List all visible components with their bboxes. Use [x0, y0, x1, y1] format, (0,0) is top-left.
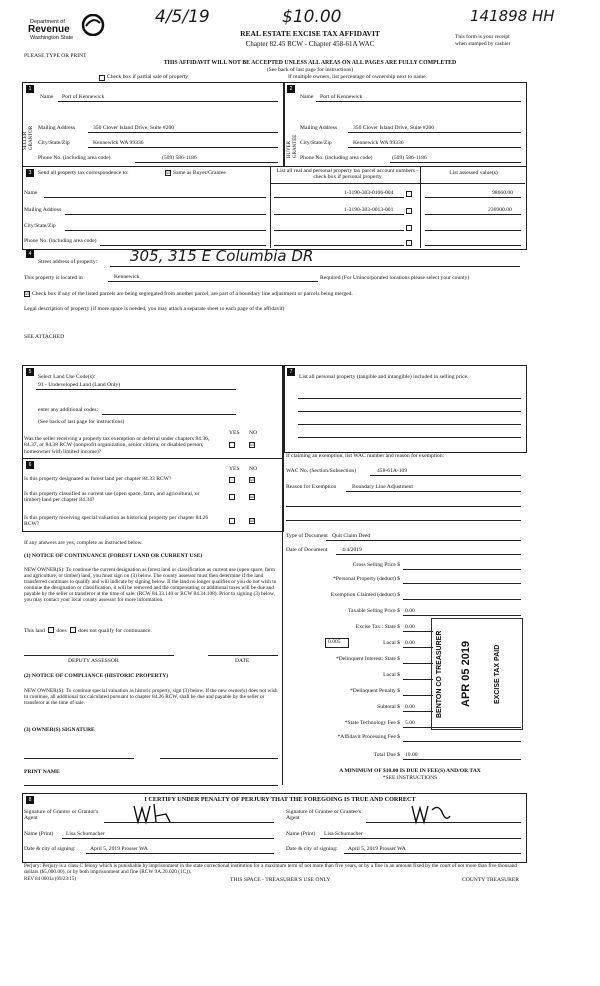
section-1-number: 1 [26, 85, 34, 93]
does-not-checkbox[interactable] [70, 627, 76, 633]
parcel-4-checkbox[interactable] [406, 240, 412, 246]
local-label: Local $ [383, 640, 400, 646]
section-7-number: 7 [287, 368, 295, 376]
partial-sale-checkbox[interactable] [99, 75, 105, 81]
buyer-phone-label: Phone No. (including area code) [300, 155, 373, 161]
s5-see-back: (See back of last page for instructions) [38, 419, 125, 425]
processing-fee-label: *Affidavit Processing Fee $ [337, 734, 400, 740]
form-chapter: Chapter 82.45 RCW - Chapter 458-61A WAC [245, 40, 375, 48]
q3-yes-checkbox[interactable] [229, 518, 235, 524]
q1-yes-checkbox[interactable] [229, 477, 235, 483]
print-name-label: PRINT NAME [24, 769, 60, 775]
grantor-date-city: April 5, 2019 Prosser WA [90, 846, 148, 852]
personal-property-label: List all personal property (tangible and intangible) included in selling price. [299, 374, 469, 380]
please-type: PLEASE TYPE OR PRINT [24, 53, 87, 59]
required-label: Required (For Unincorporated locations please select your county) [320, 275, 470, 281]
section-4-number: 4 [26, 250, 34, 258]
buyer-phone: (509) 586-1186 [392, 155, 427, 161]
notice-continuance-text: NEW OWNER(S): To continue the current designation as forest land or classification as current use (open space, farm and agriculture, or timber) land, you must sign on (3) below. The county assessor must then determine if the land transferred continues to qualify and will indicate by signing below. If the land no longer qualifies or you do not wish to continue the designation or classification, it will be removed and the compensating or additional taxes will be due and payable by the seller or transferor at the time of sale. (RCW 84.33.140 or RCW 84.34.108). Prior to signing (3) below, you may contact your local county assessor for more information. [24, 567, 277, 604]
current-use-question: Is this property classified as current use (open space, farm, and agricultural, or timber) land per chapter 84.34? [24, 491, 200, 504]
county-treasurer: COUNTY TREASURER [462, 877, 520, 883]
doc-type-label: Type of Document [286, 533, 328, 539]
does-checkbox[interactable] [48, 627, 54, 633]
legal-description: Legal description of property (if more space is needed, you may attach a separate sheet to each page of the affidavit) [24, 306, 285, 312]
section-5-number: 5 [26, 368, 34, 376]
seller-city-label: City/State/Zip [38, 140, 70, 146]
land-use-value: 91 - Undeveloped Land (Land Only) [38, 382, 121, 388]
located-label: This property is located in [24, 275, 83, 281]
certify-statement: I CERTIFY UNDER PENALTY OF PERJURY THAT THE FOREGOING IS TRUE AND CORRECT [144, 796, 416, 803]
land-use-label: Select Land Use Code(s): [38, 374, 96, 380]
does-not-label: does not [78, 628, 97, 634]
seller-name: Port of Kennewick [62, 94, 105, 100]
grantee-date-label: Date & city of signing: [286, 846, 338, 852]
handwritten-receipt: 141898 HH [470, 7, 555, 25]
q1-no-checkbox[interactable]: ☑ [250, 477, 255, 482]
seller-grantor-label: SELLER GRANTOR [23, 125, 34, 150]
excise-state-label: Excise Tax : State $ [355, 624, 400, 630]
dept-line1: Department of [30, 19, 65, 25]
grantor-date-label: Date & city of signing: [24, 846, 76, 852]
local-value: 0.00 [405, 640, 415, 646]
sig-grantor-label: Signature of Grantor or Grantor's Agent [24, 809, 99, 822]
send-correspondence: Send all property tax correspondence to: [38, 170, 129, 176]
seller-phone: (509) 586-1186 [162, 155, 197, 161]
receipt-note-2: when stamped by cashier [455, 41, 511, 47]
parcel-1-value: 98660.00 [492, 190, 513, 196]
doc-date-value: 4/4/2019 [342, 547, 362, 553]
section-2-number: 2 [287, 85, 295, 93]
receipt-note-1: This form is your receipt [455, 34, 510, 40]
any-yes-note: If any answers are yes, complete as instructed below. [24, 540, 143, 546]
see-back: (See back of last page for instructions) [266, 67, 354, 73]
parcel-2-value: 236900.00 [488, 207, 512, 213]
q2-no-checkbox[interactable]: ☑ [250, 494, 255, 499]
dept-line3: Washington State [30, 35, 74, 41]
taxable-value: 0.00 [405, 608, 415, 614]
buyer-city-label: City/State/Zip [300, 140, 332, 146]
owner-signature-label: (3) OWNER(S) SIGNATURE [24, 727, 95, 733]
see-attached: SEE ATTACHED [24, 334, 65, 340]
parcel-1-number: 1-3190-303-0106-004 [344, 190, 394, 196]
notice-compliance-title: (2) NOTICE OF COMPLIANCE (HISTORIC PROPERTY) [24, 673, 169, 679]
partial-sale-label: Check box if partial sale of property [107, 74, 189, 80]
street-label: Street address of property: [38, 259, 98, 265]
dept-line2: Revenue [28, 24, 70, 35]
treasurer-only: THIS SPACE - TREASURER'S USE ONLY [230, 877, 331, 883]
buyer-name-label: Name [300, 94, 314, 100]
does-label: does [56, 628, 67, 634]
excise-state-value: 0.00 [405, 624, 415, 630]
grantee-date-city: April 5, 2019 Prosser WA [348, 846, 406, 852]
subtotal-label: Subtotal $ [377, 704, 400, 710]
multiple-owners: If multiple owners, list percentage of ownership next to name. [288, 74, 428, 80]
delinquent-interest-label: *Delinquent Interest: State $ [335, 656, 400, 662]
total-due-label: Total Due $ [373, 752, 400, 758]
qualify-label: qualify for continuance. [98, 628, 152, 634]
segregated-label: Check box if any of the listed parcels are being segregated from another parcel, are part of a boundary line adjustment or parcels being merged. [32, 291, 353, 297]
stamp-date: APR 05 2019 [460, 640, 472, 708]
see-instructions: *SEE INSTRUCTIONS [382, 775, 438, 781]
buyer-addr-label: Mailing Address [300, 125, 338, 131]
historic-question: Is this property receiving special valuation as historical property per chapter 84.26 RCW? [24, 515, 209, 528]
parcel-2-checkbox[interactable] [406, 208, 412, 214]
buyer-name: Port of Kennewick [320, 94, 363, 100]
seller-addr: 350 Clover Island Drive, Suite #200 [93, 125, 175, 131]
exemption-deduct-label: Exemption Claimed (deduct) $ [330, 592, 400, 598]
grantee-name: Lisa Schumacher [324, 831, 363, 837]
minimum-due-note: A MINIMUM OF $10.00 IS DUE IN FEE(S) AND/OR TAX [339, 768, 481, 774]
seller-name-label: Name [40, 94, 54, 100]
q2-yes-checkbox[interactable] [229, 494, 235, 500]
buyer-addr: 350 Clover Island Drive, Suite #200 [353, 125, 435, 131]
s5-yes: YES [229, 430, 240, 436]
doc-date-label: Date of Document [286, 547, 328, 553]
s3-mailing-label: Mailing Address [24, 207, 62, 213]
local-rate: 0.005 [328, 639, 341, 645]
stamp-treasurer: BENTON CO TREASURER [436, 630, 443, 718]
s5-no-checkbox[interactable]: ☑ [250, 442, 255, 447]
buyer-grantee-label: BUYER GRANTEE [287, 134, 298, 158]
s6-yes: YES [229, 466, 240, 472]
grantee-name-label: Name (Print) [286, 831, 316, 837]
seller-phone-label: Phone No. (including area code) [38, 155, 111, 161]
tech-fee-value: 5.00 [405, 720, 415, 726]
revision: REV 84 0001a (09/23/15) [24, 877, 76, 882]
parcel-1-checkbox[interactable] [406, 191, 412, 197]
seller-addr-label: Mailing Address [38, 125, 76, 131]
delinquent-local-label: Local $ [383, 672, 400, 678]
s3-name-label: Name [24, 190, 38, 196]
form-title: REAL ESTATE EXCISE TAX AFFIDAVIT [240, 29, 380, 38]
section-6-number: 6 [26, 461, 34, 469]
section-8-number: 8 [26, 796, 34, 804]
deputy-date: DATE [235, 658, 250, 664]
perjury-note: Perjury: Perjury is a class C felony which is punishable by imprisonment in the state correctional institution for a maximum term of not more than five years, or by a fine in an amount fixed by the court of not more than five thousand dollars ($5,000.00), or by both imprisonment and fine (RCW 9A.20.020 (1C)). [24, 863, 518, 876]
parcel-header: List all real and personal property tax parcel account numbers - check box if personal property [276, 168, 419, 181]
q3-no-checkbox[interactable]: ☑ [250, 518, 255, 523]
same-as-buyer-checkbox[interactable]: ☑ [166, 170, 171, 175]
segregated-checkbox[interactable]: ☑ [25, 291, 30, 296]
tech-fee-label: *State Technology Fee $ [344, 720, 400, 726]
s3-phone-label: Phone No. (including area code) [24, 238, 97, 244]
s5-no: NO [249, 430, 258, 436]
total-due-value: 10.00 [405, 752, 418, 758]
grantor-name: Lisa Schumacher [66, 831, 105, 837]
doc-type-value: Quit Claim Deed [332, 533, 371, 539]
dor-logo-icon [80, 14, 106, 36]
s5-yes-checkbox[interactable] [229, 442, 235, 448]
s3-city-label: City/State/Zip [24, 223, 56, 229]
seller-city: Kennewick WA 99336 [93, 140, 144, 146]
grantor-name-label: Name (Print) [24, 831, 54, 837]
claiming-exemption: If claiming an exemption, list WAC number and reason for exemption: [286, 453, 445, 459]
wac-value: 458-61A-109 [377, 468, 408, 474]
this-land: This land [24, 628, 45, 634]
sig-grantee-label: Signature of Grantee or Grantee's Agent [286, 809, 361, 822]
treasurer-stamp [431, 618, 523, 730]
delinquent-penalty-label: *Delinquent Penalty $ [349, 688, 400, 694]
s6-no: NO [249, 466, 258, 472]
forest-question: Is this property designated as forest land per chapter 84.33 RCW? [24, 476, 172, 482]
additional-codes: enter any additional codes: [38, 407, 99, 413]
handwritten-date: 4/5/19 [155, 7, 210, 27]
reason-value: Boundary Line Adjustment [352, 484, 413, 490]
street-address: 305, 315 E Columbia DR [130, 247, 314, 265]
subtotal-value: 0.00 [405, 704, 415, 710]
exemption-question: Was the seller receiving a property tax exemption or deferral under chapters 84.36, 84.37, or 84.38 RCW (nonprofit organization, senior citizen, or disabled person, homeowner with limited income)? [24, 436, 210, 455]
warning-text: THIS AFFIDAVIT WILL NOT BE ACCEPTED UNLESS ALL AREAS ON ALL PAGES ARE FULLY COMPLETED [163, 60, 457, 66]
located-county: Kennewick [114, 274, 140, 280]
gross-label: Gross Selling Price $ [352, 562, 400, 568]
section-3-number: 3 [26, 169, 34, 177]
dor-logo [28, 14, 108, 44]
same-as-buyer-label: Same as Buyer/Grantee [173, 170, 226, 176]
notice-continuance-title: (1) NOTICE OF CONTINUANCE (FOREST LAND OR CURRENT USE) [24, 553, 203, 559]
personal-deduct-label: *Personal Property (deduct) $ [333, 576, 400, 582]
handwritten-fee: $10.00 [282, 7, 342, 27]
parcel-3-checkbox[interactable] [406, 225, 412, 231]
deputy-assessor: DEPUTY ASSESSOR [68, 658, 119, 664]
parcel-2-number: 1-3190-303-0013-001 [344, 207, 394, 213]
this-land-label [24, 626, 152, 634]
stamp-paid: EXCISE TAX PAID [494, 644, 501, 704]
reason-label: Reason for Exemption [286, 484, 337, 490]
taxable-label: Taxable Selling Price $ [348, 608, 400, 614]
notice-compliance-text: NEW OWNER(S): To continue special valuation as historic property, sign (3) below. If the new owner(s) does not wish to continue, all additional tax calculated pursuant to chapter 84.26 RCW, shall be due and payable by the seller or transferor at the time of sale. [24, 688, 278, 707]
assessed-header: List assessed value(s) [449, 170, 498, 176]
buyer-city: Kennewick WA 99336 [353, 140, 404, 146]
wac-label: WAC No. (Section/Subsection) [286, 468, 357, 474]
